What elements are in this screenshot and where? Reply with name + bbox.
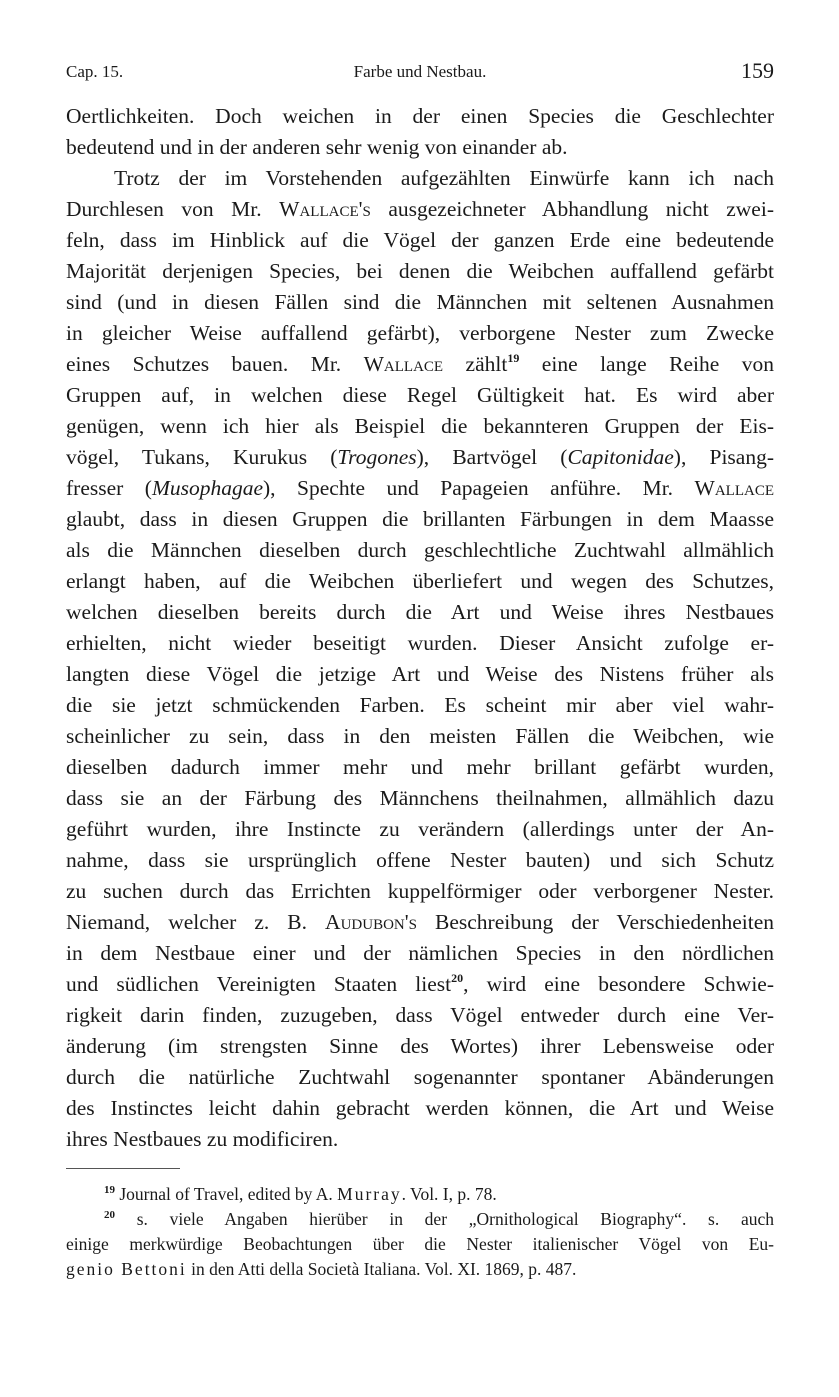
text-line: erhielten, nicht wieder beseitigt wurden. Dieser Ansicht zufolge er- [66,631,774,655]
text-line: Majorität derjenigen Species, bei denen die Weibchen auffallend gefärbt [66,259,774,283]
text-line: Durchlesen von Mr. Wallace's ausgezeichneter Abhandlung nicht zwei- [66,197,774,221]
footnote-line: einige merkwürdige Beobachtungen über die Nester italienischer Vögel von Eu- [66,1234,774,1254]
text-line: und südlichen Vereinigten Staaten liest$^{20}$, wird eine besondere Schwie- [66,971,774,996]
text-line: geführt wurden, ihre Instincte zu verändern (allerdings unter der An- [66,817,774,841]
footnote-divider [66,1168,180,1169]
footnote-line: genio Bettoni in den Atti della Società Italiana. Vol. XI. 1869, p. 487. [66,1259,577,1279]
text-line: als die Männchen dieselben durch geschlechtliche Zuchtwahl allmählich [66,538,774,562]
text-line: Trotz der im Vorstehenden aufgezählten Einwürfe kann ich nach [114,166,774,190]
running-header [66,56,774,86]
text-line: Gruppen auf, in welchen diese Regel Gültigkeit hat. Es wird aber [66,383,774,407]
text-line: genügen, wenn ich hier als Beispiel die bekannteren Gruppen der Eis- [66,414,774,438]
footnote-ref: 20 [451,971,464,985]
text-line: fresser (Musophagae), Spechte und Papageien anführe. Mr. Wallace [66,476,774,500]
text-line: glaubt, dass in diesen Gruppen die brillanten Färbungen in dem Maasse [66,507,774,531]
author-name: Wallace's [279,197,371,221]
text-line: vögel, Tukans, Kurukus (Trogones), Bartvögel (Capitonidae), Pisang- [66,445,774,469]
text-line: Oertlichkeiten. Doch weichen in der einen Species die Geschlechter [66,104,774,128]
text-line: welchen dieselben bereits durch die Art und Weise ihres Nestbaues [66,600,774,624]
author-name: Audubon's [325,910,417,934]
text-line: erlangt haben, auf die Weibchen überliefert und wegen des Schutzes, [66,569,774,593]
text-line: eines Schutzes bauen. Mr. Wallace zählt$^{19}$ eine lange Reihe von [66,351,774,376]
text-line: in gleicher Weise auffallend gefärbt), verborgene Nester zum Zwecke [66,321,774,345]
text-line: in dem Nestbaue einer und der nämlichen Species in den nördlichen [66,941,774,965]
running-title: Farbe und Nestbau. [353,62,487,81]
footnote-20: $^{20}$ s. viele Angaben hierüber in der „Ornithological Biography“. s. auch [104,1209,774,1229]
text-line: die sie jetzt schmückenden Farben. Es scheint mir aber viel wahr- [66,693,774,717]
text-line: bedeutend und in der anderen sehr wenig von einander ab. [66,135,568,159]
main-text [66,101,774,1155]
text-line: langten diese Vögel die jetzige Art und Weise des Nistens früher als [66,662,774,686]
page-number: 159 [741,58,774,83]
text-line: des Instinctes leicht dahin gebracht werden können, die Art und Weise [66,1096,774,1120]
text-line: zu suchen durch das Errichten kuppelförmiger oder verborgener Nester. [66,879,774,903]
text-line: dass sie an der Färbung des Männchens theilnahmen, allmählich dazu [66,786,774,810]
text-line: nahme, dass sie ursprünglich offene Nester bauten) und sich Schutz [66,848,774,872]
text-line: sind (und in diesen Fällen sind die Männchen mit seltenen Ausnahmen [66,290,774,314]
text-line: änderung (im strengsten Sinne des Wortes) ihrer Lebensweise oder [66,1034,774,1058]
text-line: scheinlicher zu sein, dass in den meisten Fällen die Weibchen, wie [66,724,774,748]
text-line: durch die natürliche Zuchtwahl sogenannter spontaner Abänderungen [66,1065,774,1089]
text-line: Niemand, welcher z. B. Audubon's Beschreibung der Verschiedenheiten [66,910,774,934]
footnotes [66,1182,774,1282]
text-line: rigkeit darin finden, zuzugeben, dass Vögel entweder durch eine Ver- [66,1003,774,1027]
footnote-ref: 19 [507,351,520,365]
footnote-19: $^{19}$ Journal of Travel, edited by A. Murray. Vol. I, p. 78. [104,1184,497,1204]
text-line: ihres Nestbaues zu modificiren. [66,1127,339,1151]
text-line: feln, dass im Hinblick auf die Vögel der ganzen Erde eine bedeutende [66,228,774,252]
text-line: dieselben dadurch immer mehr und mehr brillant gefärbt wurden, [66,755,774,779]
author-name: Wallace [363,352,444,376]
chapter-label: Cap. 15. [66,62,124,81]
author-name: Wallace [694,476,774,500]
